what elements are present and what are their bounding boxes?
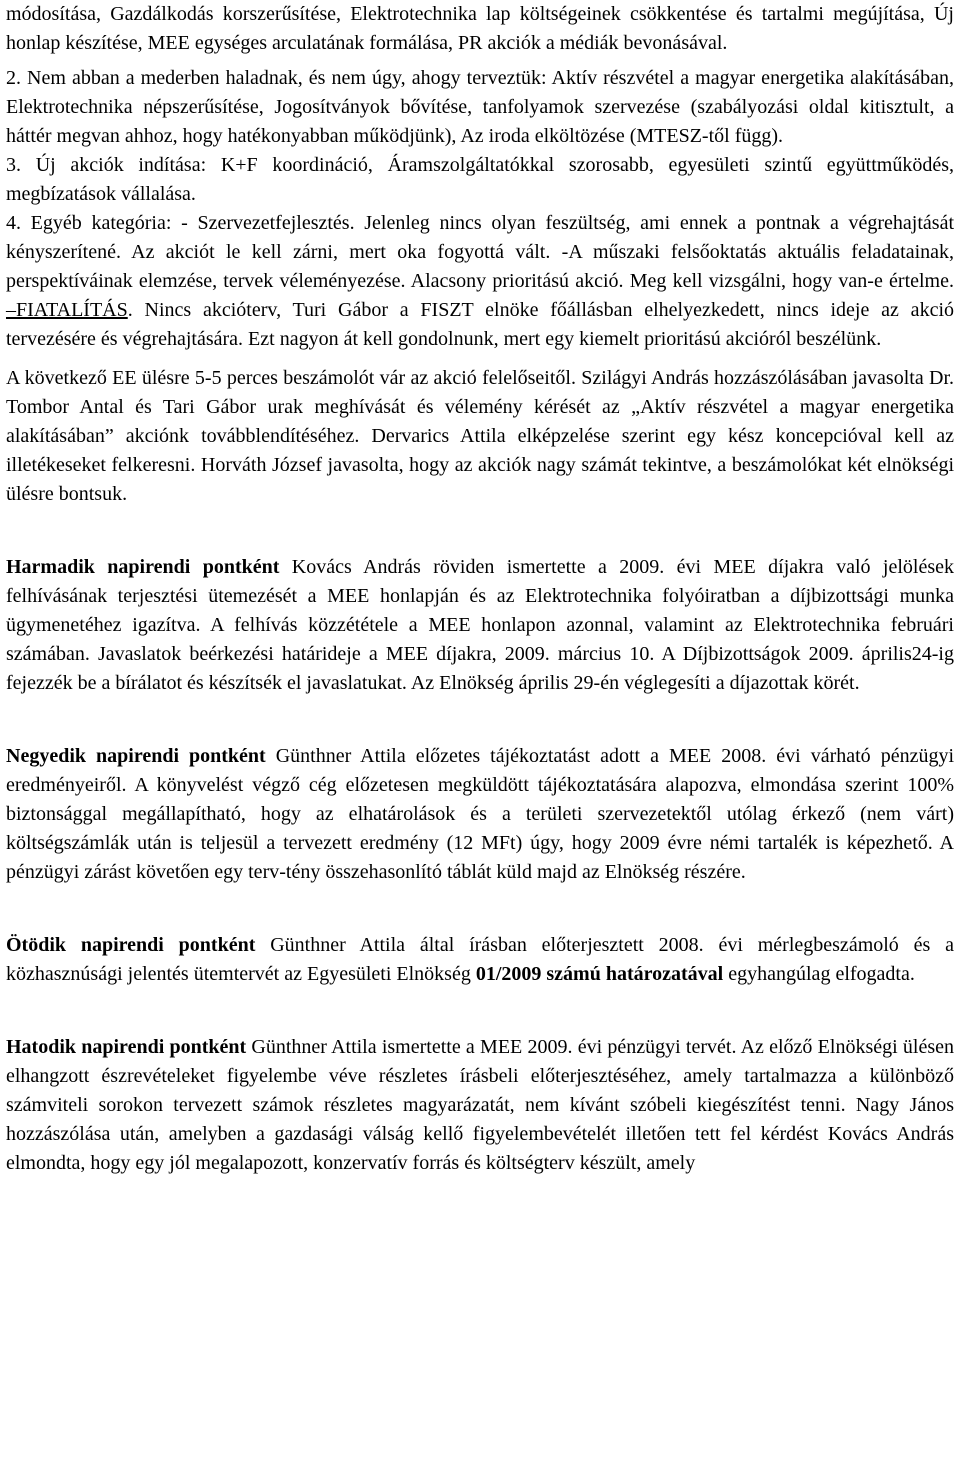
item-4-paragraph	[6, 209, 954, 354]
harmadik-paragraph	[6, 553, 954, 698]
harmadik-text: Kovács András röviden ismertette a 2009. évi MEE díjakra való jelölések felhívásának terjesztési ütemezését a MEE honlapján és az Elektrotechnika folyóiratban a díjbizottsági munka ügymenetéhez igazítva. A felhívás közzététele a MEE honlapon azonnal, valamint az Elektrotechnika februári számában. Javaslatok beérkezési határideje a MEE díjakra, 2009. március 10. A Díjbizottságok 2009. április24-ig fejezzék be a bírálatot és készítsék el javaslatukat. Az Elnökség április 29-én véglegesíti a díjazottak körét.	[6, 556, 954, 694]
hatodik-text: Günthner Attila ismertette a MEE 2009. évi pénzügyi tervét. Az előző Elnökségi ülésen elhangzott észrevételeket figyelembe véve részletes írásbeli előterjesztéséhez, amely tartalmazza a különböző számviteli sorokon tervezett számok részletes magyarázatát, nem kívánt szóbeli kiegészítést tenni. Nagy János hozzászólása után, amelyben a gazdasági válság kellő figyelembevételét illetően tett fel kérdést Kovács András elmondta, hogy egy jól megalapozott, konzervatív forrás és költségterv készült, amely	[6, 1036, 954, 1174]
hatodik-heading: Hatodik napirendi pontként	[6, 1036, 247, 1058]
item-3-paragraph: 3. Új akciók indítása: K+F koordináció, Áramszolgáltatókkal szorosabb, egyesületi szintű együttműködés, megbízatások vállalása.	[6, 154, 954, 205]
negyedik-paragraph	[6, 742, 954, 887]
document-page	[6, 0, 954, 1178]
otodik-text-a: Günthner Attila által írásban előterjesztett 2008. évi mérlegbeszámoló és a közhasznúsági jelentés ütemtervét az Egyesületi Elnökség	[6, 934, 954, 985]
intro-paragraph: módosítása, Gazdálkodás korszerűsítése, Elektrotechnika lap költségeinek csökkentése és tartalmi megújítása, Új honlap készítése, MEE egységes arculatának formálása, PR akciók a médiák bevonásával.	[6, 3, 954, 54]
negyedik-text: Günthner Attila előzetes tájékoztatást adott a MEE 2008. évi várható pénzügyi eredményeiről. A könyvelést végző cég előzetesen megküldött tájékoztatására alapozva, elmondása szerint 100% biztonsággal megállapítható, hogy az elhatárolások és a területi szervezetektől utólag érkező (nem várt) költségszámlák után is teljesül a tervezett eredmény (12 MFt) úgy, hogy 2009 évre némi tartalék is képezhető. A pénzügyi zárást követően egy terv-tény összehasonlító táblát küld majd az Elnökség részére.	[6, 745, 954, 883]
hatodik-paragraph	[6, 1033, 954, 1178]
item-4-text-b: . Nincs akcióterv, Turi Gábor a FISZT elnöke főállásban elhelyezkedett, nincs ideje az akció tervezésére és végrehajtására. Ezt nagyon át kell gondolnunk, mert egy kiemelt prioritású akcióról beszélünk.	[6, 299, 954, 350]
report-paragraph: A következő EE ülésre 5-5 perces beszámolót vár az akció felelőseitől. Szilágyi András hozzászólásában javasolta Dr. Tombor Antal és Tari Gábor urak meghívását és vélemény kérését az „Aktív részvétel a magyar energetika alakításában” akciónk továbblendítéséhez. Dervarics Attila elképzelése szerint egy kész koncepcióval kell az illetékeseket felkeresni. Horváth József javasolta, hogy az akciók nagy számát tekintve, a beszámolókat két elnökségi ülésre bontsuk.	[6, 367, 954, 505]
otodik-resolution: 01/2009 számú határozatával	[475, 963, 724, 985]
otodik-heading: Ötödik napirendi pontként	[6, 934, 256, 956]
fiatalitas-underlined: –FIATALÍTÁS	[6, 299, 128, 321]
otodik-text-b: egyhangúlag elfogadta.	[723, 963, 915, 985]
harmadik-heading: Harmadik napirendi pontként	[6, 556, 280, 578]
item-2-paragraph: 2. Nem abban a mederben haladnak, és nem úgy, ahogy terveztük: Aktív részvétel a magyar energetika alakításában, Elektrotechnika népszerűsítése, Jogosítványok bővítése, tanfolyamok szervezése (szabályozási oldal kitisztult, a háttér megvan ahhoz, hogy hatékonyabban működjünk), Az iroda elköltözése (MTESZ-től függ).	[6, 67, 954, 147]
otodik-paragraph	[6, 931, 954, 989]
negyedik-heading: Negyedik napirendi pontként	[6, 745, 266, 767]
item-4-text-a: 4. Egyéb kategória: - Szervezetfejlesztés. Jelenleg nincs olyan feszültség, ami ennek a pontnak a végrehajtását kényszerítené. Az akciót le kell zárni, mert oka fogyottá vált. -A műszaki felsőoktatás aktuális feladatainak, perspektíváinak elemzése, tervek véleményezése. Alacsony prioritású akció. Meg kell vizsgálni, hogy van-e értelme.	[6, 212, 954, 292]
